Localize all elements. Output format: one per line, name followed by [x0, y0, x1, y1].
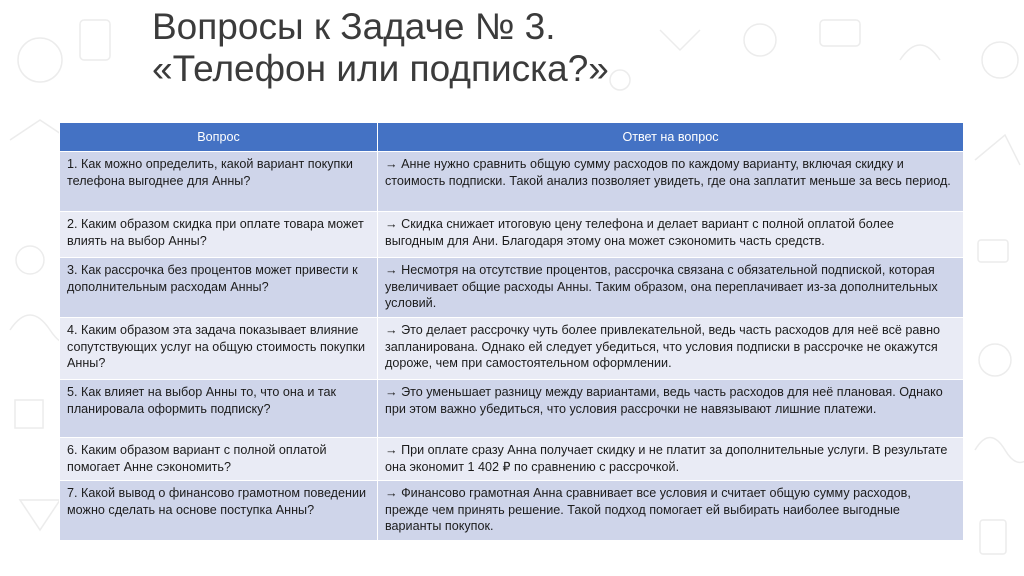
table-row [60, 380, 964, 438]
table-header-row [60, 123, 964, 152]
table-row [60, 212, 964, 258]
questions-table [59, 122, 964, 541]
question-cell: 2. Каким образом скидка при оплате товара может влиять на выбор Анны? [60, 212, 378, 258]
question-cell: 4. Каким образом эта задача показывает влияние сопутствующих услуг на общую стоимость покупки Анны? [60, 318, 378, 380]
slide-title [152, 6, 609, 90]
answer-cell: → При оплате сразу Анна получает скидку и не платит за дополнительные услуги. В результате она экономит 1 402 ₽ по сравнению с рассрочкой. [378, 438, 964, 481]
slide-title-line-1: Вопросы к Задаче № 3. [152, 6, 556, 47]
header-question: Вопрос [60, 123, 378, 152]
answer-cell: → Это уменьшает разницу между вариантами, ведь часть расходов для неё плановая. Однако при этом важно убедиться, что условия рассрочки не навязывают лишние платежи. [378, 380, 964, 438]
table-row [60, 481, 964, 541]
question-cell: 7. Какой вывод о финансово грамотном поведении можно сделать на основе поступка Анны? [60, 481, 378, 541]
answer-cell: → Несмотря на отсутствие процентов, рассрочка связана с обязательной подпиской, которая увеличивает общие расходы Анны. Таким образом, она переплачивает из-за дополнительных условий. [378, 258, 964, 318]
table-row [60, 258, 964, 318]
table-row [60, 318, 964, 380]
question-cell: 3. Как рассрочка без процентов может привести к дополнительным расходам Анны? [60, 258, 378, 318]
question-cell: 5. Как влияет на выбор Анны то, что она и так планировала оформить подписку? [60, 380, 378, 438]
table-row [60, 152, 964, 212]
question-cell: 6. Каким образом вариант с полной оплатой помогает Анне сэкономить? [60, 438, 378, 481]
answer-cell: → Финансово грамотная Анна сравнивает все условия и считает общую сумму расходов, прежде чем принять решение. Такой подход помогает ей выбирать наиболее выгодные варианты покупок. [378, 481, 964, 541]
header-answer: Ответ на вопрос [378, 123, 964, 152]
question-cell: 1. Как можно определить, какой вариант покупки телефона выгоднее для Анны? [60, 152, 378, 212]
table-row [60, 438, 964, 481]
answer-cell: → Это делает рассрочку чуть более привлекательной, ведь часть расходов для неё всё равно запланирована. Однако ей следует убедиться, что условия подписки в рассрочке не окажутся дороже, чем при самостоятельном оформлении. [378, 318, 964, 380]
answer-cell: → Скидка снижает итоговую цену телефона и делает вариант с полной оплатой более выгодным для Ани. Благодаря этому она может сэкономить часть средств. [378, 212, 964, 258]
answer-cell: → Анне нужно сравнить общую сумму расходов по каждому варианту, включая скидку и стоимость подписки. Такой анализ позволяет увидеть, где она заплатит меньше за весь период. [378, 152, 964, 212]
slide-title-line-2: «Телефон или подписка?» [152, 48, 609, 89]
